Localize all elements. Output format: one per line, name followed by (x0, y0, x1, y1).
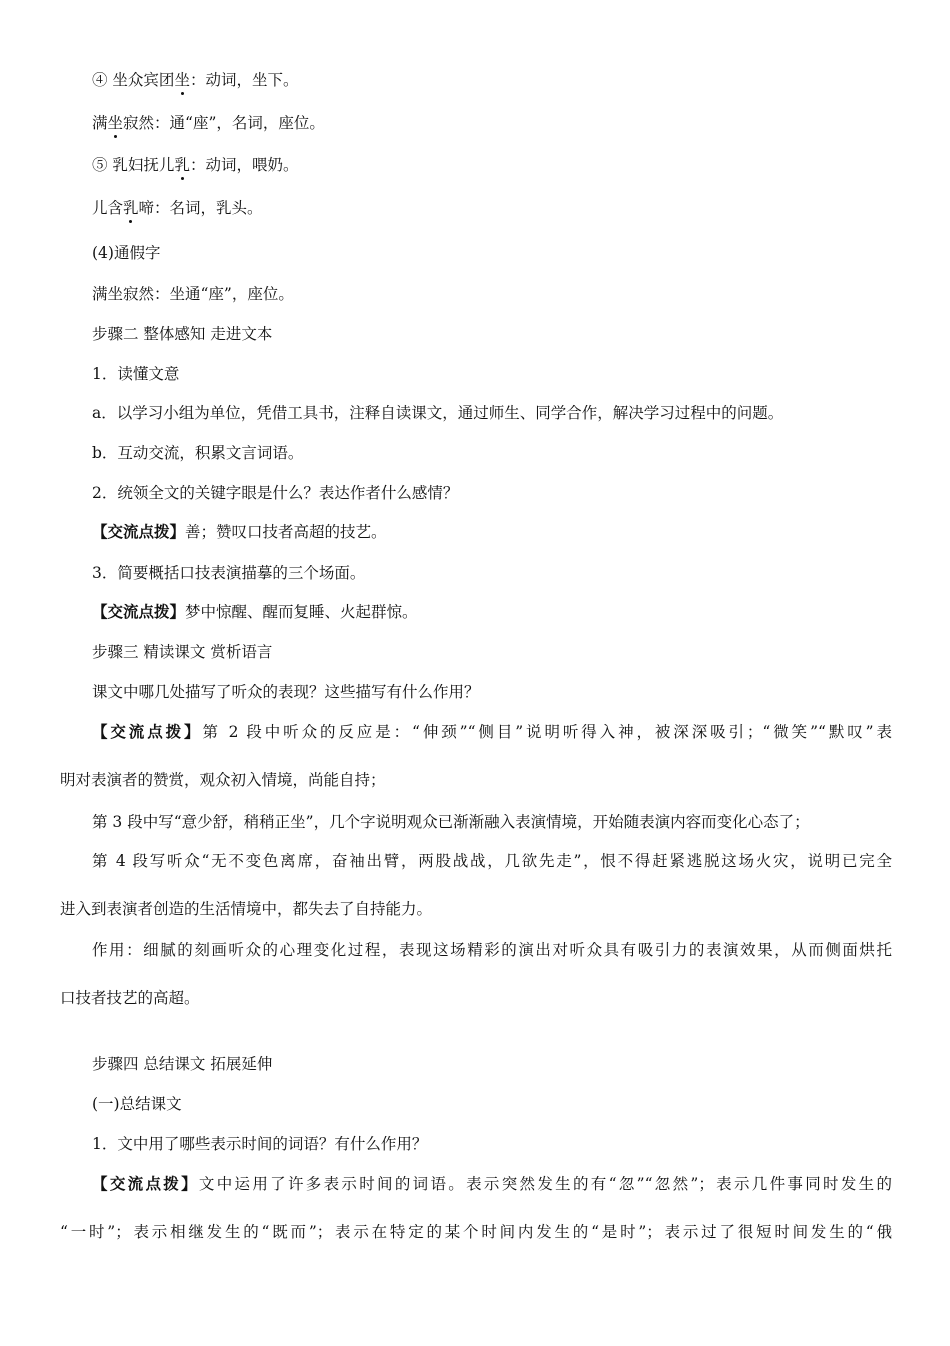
paragraph-4-analysis-line-1: 第 4 段写听众“无不变色离席，奋袖出臂，两股战战，几欲先走”，恨不得赶紧逃脱这场火灾，说明已完全 (92, 852, 892, 870)
emphasis-char: 乳 (123, 199, 139, 217)
question-2: 2．统领全文的关键字眼是什么？表达作者什么感情？ (92, 484, 459, 502)
emphasis-char: 坐 (107, 114, 124, 132)
exchange-tag: 【交流点拨】 (92, 522, 186, 541)
effect-line-2: 口技者技艺的高超。 (60, 989, 200, 1007)
question-3: 3．简要概括口技表演描摹的三个场面。 (92, 564, 366, 582)
answer-3: 【交流点拨】梦中惊醒、醒而复睡、火起群惊。 (92, 602, 418, 621)
example-5-sentence-1: ⑤ 乳妇抚儿乳：动词，喂奶。 (92, 156, 299, 174)
summary-answer-line-1: 【交流点拨】文中运用了许多表示时间的词语。表示突然发生的有“忽”“忽然”；表示几件事同时发生的 (92, 1174, 892, 1193)
answer-step3-line-1: 【交流点拨】第 2 段中听众的反应是：“伸颈”“侧目”说明听得入神，被深深吸引；“微笑”“默叹”表 (92, 722, 892, 741)
example-4-sentence-2: 满坐寂然：通“座”，名词，座位。 (92, 114, 325, 132)
exchange-tag: 【交流点拨】 (92, 1174, 199, 1193)
answer-2: 【交流点拨】善；赞叹口技者高超的技艺。 (92, 522, 387, 541)
tongjiazi-item: 满坐寂然：坐通“座”，座位。 (92, 285, 294, 303)
section-heading-tongjiazi: (4)通假字 (92, 244, 161, 262)
effect-line-1: 作用：细腻的刻画听众的心理变化过程，表现这场精彩的演出对听众具有吸引力的表演效果，从而侧面烘托 (92, 941, 892, 959)
exchange-tag: 【交流点拨】 (92, 602, 186, 621)
emphasis-char: 乳 (174, 156, 190, 174)
example-4-sentence-1: ④ 坐众宾团坐：动词，坐下。 (92, 71, 299, 89)
step-4-heading: 步骤四 总结课文 拓展延伸 (92, 1055, 273, 1073)
paragraph-3-analysis: 第 3 段中写“意少舒，稍稍正坐”，几个字说明观众已渐渐融入表演情境，开始随表演内容而变化心态了； (92, 813, 810, 831)
item-b: b．互动交流，积累文言词语。 (92, 444, 304, 462)
step-3-question: 课文中哪几处描写了听众的表现？这些描写有什么作用？ (92, 683, 480, 701)
subsection-summary: (一)总结课文 (92, 1095, 182, 1113)
item-a: a．以学习小组为单位，凭借工具书，注释自读课文，通过师生、同学合作，解决学习过程中的问题。 (92, 404, 784, 422)
paragraph-4-analysis-line-2: 进入到表演者创造的生活情境中，都失去了自持能力。 (60, 900, 433, 918)
summary-answer-line-2: “一时”；表示相继发生的“既而”；表示在特定的某个时间内发生的“是时”；表示过了很短时间发生的“俄 (60, 1223, 892, 1241)
example-5-sentence-2: 儿含乳啼：名词，乳头。 (92, 199, 263, 217)
emphasis-char: 坐 (174, 71, 190, 89)
answer-step3-line-2: 明对表演者的赞赏，观众初入情境，尚能自持； (60, 771, 386, 789)
step-3-heading: 步骤三 精读课文 赏析语言 (92, 643, 273, 661)
step-2-heading: 步骤二 整体感知 走进文本 (92, 325, 273, 343)
exchange-tag: 【交流点拨】 (92, 722, 203, 741)
summary-question-1: 1．文中用了哪些表示时间的词语？有什么作用？ (92, 1135, 428, 1153)
question-1: 1．读懂文意 (92, 365, 180, 383)
